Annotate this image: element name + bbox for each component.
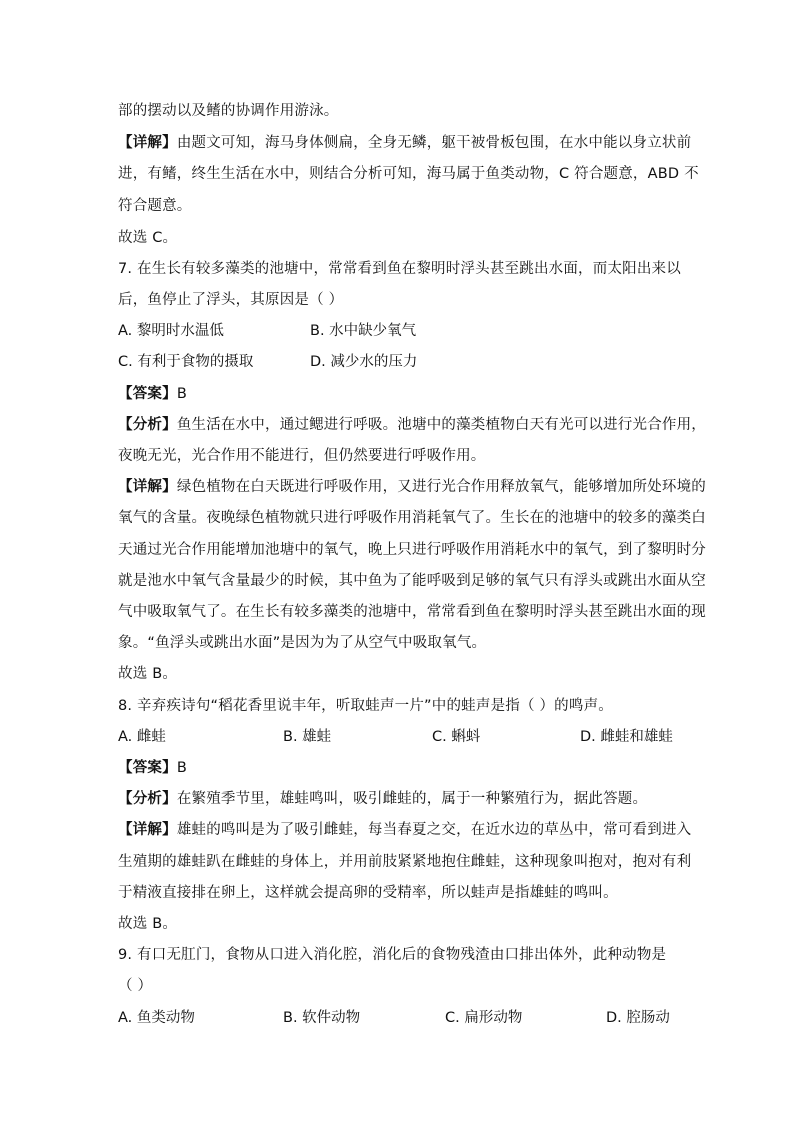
q7-analysis-cont: 夜晚无光，光合作用不能进行，但仍然要进行呼吸作用。 xyxy=(118,448,486,464)
question-8-stem: 8. 辛弃疾诗句“稻花香里说丰年，听取蛙声一片”中的蛙声是指（ ）的鸣声。 xyxy=(118,698,613,714)
q8-detail xyxy=(118,820,691,840)
q8-analysis xyxy=(118,789,647,809)
q8-option-a: A. 雌蛙 xyxy=(118,729,166,745)
detail-tag: 【详解】 xyxy=(118,822,177,838)
question-9-stem-cont: （ ） xyxy=(118,978,153,994)
q8-detail-cont: 生殖期的雄蛙趴在雌蛙的身体上，并用前肢紧紧地抱住雌蛙，这种现象叫抱对，抱对有利 xyxy=(118,854,692,870)
q9-option-a: A. 鱼类动物 xyxy=(118,1010,195,1026)
q7-option-d: D. 减少水的压力 xyxy=(310,354,418,370)
detail-tag: 【详解】 xyxy=(118,135,177,151)
detail-tag: 【详解】 xyxy=(118,479,177,495)
analysis-text: 鱼生活在水中，通过鳃进行呼吸。池塘中的藻类植物白天有光可以进行光合作用， xyxy=(176,417,707,433)
q7-detail-cont: 氧气的含量。夜晚绿色植物就只进行呼吸作用消耗氧气了。生长在的池塘中的较多的藻类白 xyxy=(118,510,706,526)
detail-text: 绿色植物在白天既进行呼吸作用，又进行光合作用释放氧气，能够增加所处环境的 xyxy=(176,479,707,495)
q8-detail-cont: 于精液直接排在卵上，这样就会提高卵的受精率，所以蛙声是指雄蛙的鸣叫。 xyxy=(118,885,618,901)
question-7-stem: 7. 在生长有较多藻类的池塘中，常常看到鱼在黎明时浮头甚至跳出水面，而太阳出来以 xyxy=(118,261,681,277)
analysis-text: 在繁殖季节里，雄蛙鸣叫，吸引雌蛙的，属于一种繁殖行为，据此答题。 xyxy=(176,791,648,807)
q7-detail-cont: 就是池水中氧气含量最少的时候，其中鱼为了能呼吸到足够的氧气只有浮头或跳出水面从空 xyxy=(118,573,706,589)
q7-answer xyxy=(118,384,187,404)
q7-detail-cont: 象。“鱼浮头或跳出水面”是因为为了从空气中吸取氧气。 xyxy=(118,635,487,651)
q9-option-b: B. 软件动物 xyxy=(283,1010,361,1026)
text-line: 部的摆动以及鳍的协调作用游泳。 xyxy=(118,103,339,119)
detail-paragraph xyxy=(118,133,691,153)
detail-text: 雄蛙的鸣叫是为了吸引雌蛙，每当春夏之交，在近水边的草丛中，常可看到进入 xyxy=(176,822,692,838)
q8-choose: 故选 B。 xyxy=(118,916,178,932)
q7-option-b: B. 水中缺少氧气 xyxy=(310,323,417,339)
choose-line: 故选 C。 xyxy=(118,230,178,246)
q8-option-b: B. 雄蛙 xyxy=(283,729,332,745)
q7-choose: 故选 B。 xyxy=(118,666,178,682)
detail-text: 由题文可知，海马身体侧扁，全身无鳞，躯干被骨板包围，在水中能以身立状前 xyxy=(176,135,692,151)
q9-option-d: D. 腔肠动 xyxy=(606,1010,670,1026)
q7-detail-cont: 气中吸取氧气了。在生长有较多藻类的池塘中，常常看到鱼在黎明时浮头甚至跳出水面的现 xyxy=(118,604,706,620)
text-line: 进，有鳍，终生生活在水中，则结合分析可知，海马属于鱼类动物，C 符合题意，ABD 不 xyxy=(118,166,699,182)
text-line: 符合题意。 xyxy=(118,198,192,214)
answer-tag: 【答案】 xyxy=(118,386,177,402)
answer-value: B xyxy=(176,386,187,402)
q7-option-c: C. 有利于食物的摄取 xyxy=(118,354,254,370)
q9-option-c: C. 扁形动物 xyxy=(445,1010,523,1026)
q8-option-d: D. 雌蛙和雄蛙 xyxy=(580,729,673,745)
analysis-tag: 【分析】 xyxy=(118,417,177,433)
answer-value: B xyxy=(176,760,187,776)
q7-detail-cont: 天通过光合作用能增加池塘中的氧气，晚上只进行呼吸作用消耗水中的氧气，到了黎明时分 xyxy=(118,542,706,558)
analysis-tag: 【分析】 xyxy=(118,791,177,807)
q7-option-a: A. 黎明时水温低 xyxy=(118,323,224,339)
q7-detail xyxy=(118,477,706,497)
q7-analysis xyxy=(118,415,706,435)
question-9-stem: 9. 有口无肛门，食物从口进入消化腔，消化后的食物残渣由口排出体外，此种动物是 xyxy=(118,947,667,963)
answer-tag: 【答案】 xyxy=(118,760,177,776)
q8-option-c: C. 蝌蚪 xyxy=(432,729,481,745)
question-7-stem-cont: 后，鱼停止了浮头，其原因是（ ） xyxy=(118,292,344,308)
q8-answer xyxy=(118,758,187,778)
